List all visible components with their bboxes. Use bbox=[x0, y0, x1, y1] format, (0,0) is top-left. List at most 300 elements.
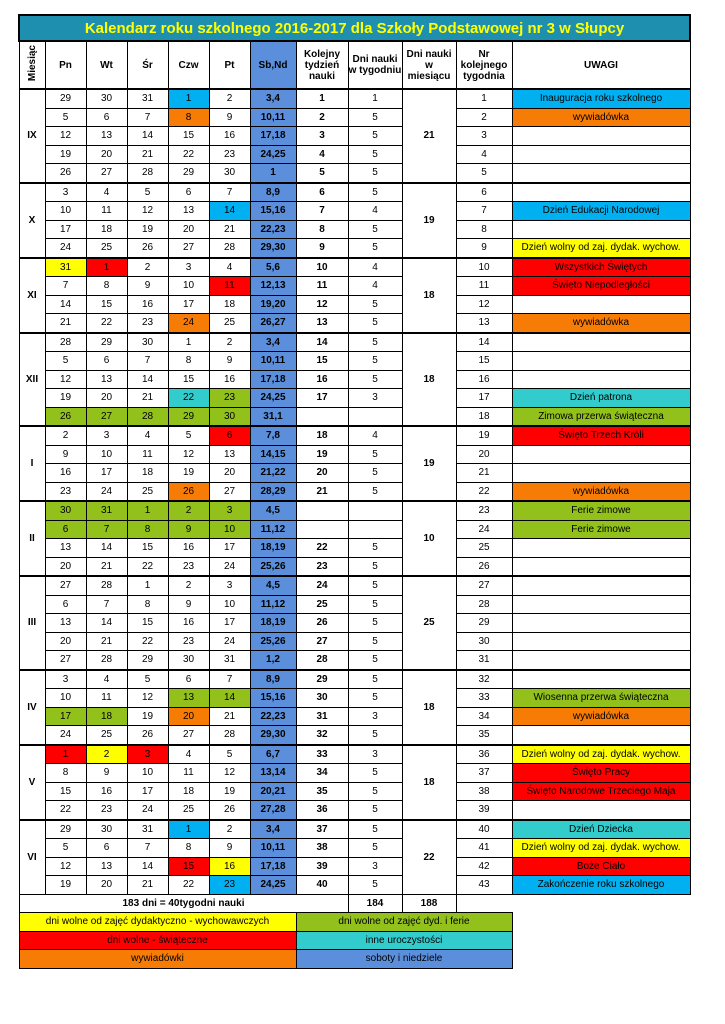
week-row bbox=[19, 539, 690, 558]
day-cell: 25 bbox=[209, 314, 250, 333]
week-number: 26 bbox=[296, 614, 348, 633]
days-in-week: 5 bbox=[348, 333, 402, 352]
day-cell: 19 bbox=[168, 464, 209, 483]
week-row bbox=[19, 726, 690, 745]
days-in-week: 5 bbox=[348, 595, 402, 614]
week-row bbox=[19, 239, 690, 258]
day-cell: 5 bbox=[45, 108, 86, 127]
day-cell: 14 bbox=[86, 539, 127, 558]
week-ordinal: 16 bbox=[456, 370, 512, 389]
week-number: 14 bbox=[296, 333, 348, 352]
days-in-week: 1 bbox=[348, 89, 402, 108]
day-cell: 19 bbox=[45, 876, 86, 895]
weekend-cell: 7,8 bbox=[250, 426, 296, 445]
day-cell: 10 bbox=[168, 277, 209, 296]
day-cell: 29 bbox=[86, 333, 127, 352]
day-cell: 28 bbox=[127, 164, 168, 183]
header-month: Miesiąc bbox=[19, 41, 45, 89]
week-ordinal: 29 bbox=[456, 614, 512, 633]
week-number: 38 bbox=[296, 839, 348, 858]
day-cell: 3 bbox=[168, 258, 209, 277]
weekend-cell: 1 bbox=[250, 164, 296, 183]
day-cell: 2 bbox=[209, 820, 250, 839]
weekend-cell: 17,18 bbox=[250, 127, 296, 146]
week-number: 11 bbox=[296, 277, 348, 296]
day-cell: 20 bbox=[86, 389, 127, 408]
day-cell: 24 bbox=[86, 482, 127, 501]
day-cell: 16 bbox=[209, 857, 250, 876]
week-ordinal: 33 bbox=[456, 689, 512, 708]
days-in-week: 3 bbox=[348, 389, 402, 408]
day-cell: 23 bbox=[45, 482, 86, 501]
weekend-cell: 1,2 bbox=[250, 651, 296, 670]
header-days-week: Dni nauki w tygodniu bbox=[348, 41, 402, 89]
day-cell: 26 bbox=[45, 407, 86, 426]
week-ordinal: 36 bbox=[456, 745, 512, 764]
month-label: V bbox=[19, 745, 45, 820]
day-cell: 29 bbox=[168, 164, 209, 183]
header-pt: Pt bbox=[209, 41, 250, 89]
day-cell: 27 bbox=[209, 482, 250, 501]
note-cell: Zakończenie roku szkolnego bbox=[512, 876, 690, 895]
days-in-week: 4 bbox=[348, 426, 402, 445]
day-cell: 27 bbox=[168, 726, 209, 745]
weekend-cell: 6,7 bbox=[250, 745, 296, 764]
day-cell: 6 bbox=[86, 108, 127, 127]
note-cell bbox=[512, 295, 690, 314]
day-cell: 18 bbox=[86, 220, 127, 239]
day-cell: 24 bbox=[45, 239, 86, 258]
week-ordinal: 43 bbox=[456, 876, 512, 895]
days-in-week: 5 bbox=[348, 632, 402, 651]
week-number: 19 bbox=[296, 445, 348, 464]
week-row bbox=[19, 202, 690, 221]
day-cell: 7 bbox=[127, 839, 168, 858]
day-cell: 9 bbox=[209, 352, 250, 371]
day-cell: 6 bbox=[45, 595, 86, 614]
day-cell: 22 bbox=[168, 145, 209, 164]
day-cell: 11 bbox=[209, 277, 250, 296]
day-cell: 16 bbox=[168, 614, 209, 633]
month-label: VI bbox=[19, 820, 45, 895]
weekend-cell: 24,25 bbox=[250, 145, 296, 164]
weekend-cell: 13,14 bbox=[250, 764, 296, 783]
weekend-cell: 22,23 bbox=[250, 707, 296, 726]
day-cell: 2 bbox=[127, 258, 168, 277]
day-cell: 21 bbox=[127, 876, 168, 895]
month-label: I bbox=[19, 426, 45, 501]
days-in-week: 5 bbox=[348, 445, 402, 464]
week-number: 33 bbox=[296, 745, 348, 764]
note-cell bbox=[512, 333, 690, 352]
day-cell: 28 bbox=[209, 239, 250, 258]
week-ordinal: 19 bbox=[456, 426, 512, 445]
note-cell: Ferie zimowe bbox=[512, 520, 690, 539]
days-in-week: 5 bbox=[348, 576, 402, 595]
day-cell: 30 bbox=[168, 651, 209, 670]
note-cell: wywiadówka bbox=[512, 314, 690, 333]
week-ordinal: 5 bbox=[456, 164, 512, 183]
day-cell: 24 bbox=[168, 314, 209, 333]
day-cell: 26 bbox=[127, 239, 168, 258]
weekend-cell: 10,11 bbox=[250, 352, 296, 371]
day-cell: 17 bbox=[127, 782, 168, 801]
day-cell: 13 bbox=[86, 857, 127, 876]
day-cell: 2 bbox=[86, 745, 127, 764]
week-ordinal: 26 bbox=[456, 557, 512, 576]
day-cell: 26 bbox=[127, 726, 168, 745]
week-row bbox=[19, 314, 690, 333]
day-cell: 7 bbox=[209, 670, 250, 689]
day-cell: 16 bbox=[45, 464, 86, 483]
day-cell: 3 bbox=[86, 426, 127, 445]
note-cell: Dzień wolny od zaj. dydak. wychow. bbox=[512, 839, 690, 858]
week-ordinal: 24 bbox=[456, 520, 512, 539]
weekend-cell: 17,18 bbox=[250, 370, 296, 389]
days-in-week: 5 bbox=[348, 352, 402, 371]
header-row bbox=[19, 41, 690, 89]
week-number: 10 bbox=[296, 258, 348, 277]
week-row bbox=[19, 407, 690, 426]
day-cell: 23 bbox=[168, 632, 209, 651]
day-cell: 14 bbox=[127, 370, 168, 389]
legend-empty bbox=[512, 931, 690, 950]
day-cell: 24 bbox=[209, 557, 250, 576]
header-wt: Wt bbox=[86, 41, 127, 89]
week-row bbox=[19, 352, 690, 371]
summary-text: 183 dni = 40tygodni nauki bbox=[19, 894, 348, 913]
page-title: Kalendarz roku szkolnego 2016-2017 dla Szkoły Podstawowej nr 3 w Słupcy bbox=[19, 15, 690, 41]
week-number: 20 bbox=[296, 464, 348, 483]
day-cell: 16 bbox=[168, 539, 209, 558]
week-ordinal: 4 bbox=[456, 145, 512, 164]
day-cell: 21 bbox=[209, 220, 250, 239]
day-cell: 8 bbox=[168, 352, 209, 371]
day-cell: 30 bbox=[209, 407, 250, 426]
day-cell: 20 bbox=[86, 876, 127, 895]
week-ordinal: 10 bbox=[456, 258, 512, 277]
note-cell: Boże Ciało bbox=[512, 857, 690, 876]
week-row bbox=[19, 707, 690, 726]
day-cell: 12 bbox=[45, 370, 86, 389]
calendar-footer bbox=[19, 894, 690, 913]
week-number bbox=[296, 407, 348, 426]
days-in-week: 4 bbox=[348, 202, 402, 221]
note-cell bbox=[512, 352, 690, 371]
day-cell: 28 bbox=[86, 576, 127, 595]
legend bbox=[19, 913, 690, 969]
month-label: IX bbox=[19, 89, 45, 183]
days-in-week: 5 bbox=[348, 557, 402, 576]
week-row bbox=[19, 482, 690, 501]
note-cell: wywiadówka bbox=[512, 482, 690, 501]
day-cell: 8 bbox=[86, 277, 127, 296]
day-cell: 23 bbox=[127, 314, 168, 333]
day-cell: 25 bbox=[127, 482, 168, 501]
week-ordinal: 18 bbox=[456, 407, 512, 426]
note-cell: Ferie zimowe bbox=[512, 501, 690, 520]
day-cell: 7 bbox=[127, 108, 168, 127]
week-ordinal: 23 bbox=[456, 501, 512, 520]
header-sr: Śr bbox=[127, 41, 168, 89]
day-cell: 26 bbox=[168, 482, 209, 501]
note-cell: Dzień wolny od zaj. dydak. wychow. bbox=[512, 239, 690, 258]
week-number: 15 bbox=[296, 352, 348, 371]
days-in-week: 5 bbox=[348, 651, 402, 670]
day-cell: 17 bbox=[168, 295, 209, 314]
header-week: Kolejny tydzień nauki bbox=[296, 41, 348, 89]
weekend-cell: 31,1 bbox=[250, 407, 296, 426]
week-ordinal: 8 bbox=[456, 220, 512, 239]
week-ordinal: 22 bbox=[456, 482, 512, 501]
day-cell: 6 bbox=[209, 426, 250, 445]
day-cell: 18 bbox=[209, 295, 250, 314]
week-row bbox=[19, 745, 690, 764]
day-cell: 1 bbox=[86, 258, 127, 277]
day-cell: 28 bbox=[45, 333, 86, 352]
weekend-cell: 18,19 bbox=[250, 614, 296, 633]
weekend-cell: 20,21 bbox=[250, 782, 296, 801]
legend-item: dni wolne od zajęć dyd. i ferie bbox=[296, 913, 512, 932]
week-ordinal: 12 bbox=[456, 295, 512, 314]
note-cell bbox=[512, 614, 690, 633]
days-in-week: 5 bbox=[348, 820, 402, 839]
day-cell: 19 bbox=[127, 220, 168, 239]
month-label: III bbox=[19, 576, 45, 670]
week-number: 3 bbox=[296, 127, 348, 146]
week-number: 40 bbox=[296, 876, 348, 895]
days-in-week: 5 bbox=[348, 295, 402, 314]
day-cell: 3 bbox=[45, 670, 86, 689]
day-cell: 7 bbox=[45, 277, 86, 296]
note-cell bbox=[512, 183, 690, 202]
days-in-week: 4 bbox=[348, 277, 402, 296]
day-cell: 27 bbox=[45, 651, 86, 670]
week-number: 32 bbox=[296, 726, 348, 745]
day-cell: 22 bbox=[127, 632, 168, 651]
week-number: 7 bbox=[296, 202, 348, 221]
note-cell: Święto Pracy bbox=[512, 764, 690, 783]
day-cell: 23 bbox=[86, 801, 127, 820]
day-cell: 30 bbox=[209, 164, 250, 183]
day-cell: 8 bbox=[45, 764, 86, 783]
week-row bbox=[19, 764, 690, 783]
day-cell: 1 bbox=[45, 745, 86, 764]
weekend-cell: 3,4 bbox=[250, 333, 296, 352]
day-cell: 20 bbox=[45, 632, 86, 651]
day-cell: 8 bbox=[168, 108, 209, 127]
day-cell: 3 bbox=[209, 501, 250, 520]
note-cell: Dzień patrona bbox=[512, 389, 690, 408]
day-cell: 10 bbox=[209, 595, 250, 614]
day-cell: 23 bbox=[168, 557, 209, 576]
week-row bbox=[19, 782, 690, 801]
day-cell: 15 bbox=[168, 857, 209, 876]
day-cell: 19 bbox=[45, 389, 86, 408]
week-ordinal: 27 bbox=[456, 576, 512, 595]
days-in-week: 5 bbox=[348, 108, 402, 127]
day-cell: 9 bbox=[168, 520, 209, 539]
week-row bbox=[19, 501, 690, 520]
month-label: XI bbox=[19, 258, 45, 333]
days-in-week: 5 bbox=[348, 839, 402, 858]
day-cell: 16 bbox=[127, 295, 168, 314]
legend-empty bbox=[512, 950, 690, 969]
day-cell: 13 bbox=[168, 202, 209, 221]
weekend-cell: 29,30 bbox=[250, 239, 296, 258]
week-row bbox=[19, 333, 690, 352]
day-cell: 31 bbox=[127, 820, 168, 839]
days-in-week: 3 bbox=[348, 857, 402, 876]
day-cell: 4 bbox=[209, 258, 250, 277]
day-cell: 15 bbox=[168, 370, 209, 389]
calendar-body bbox=[19, 89, 690, 894]
week-row bbox=[19, 689, 690, 708]
legend-item: dni wolne - świąteczne bbox=[19, 931, 296, 950]
weekend-cell: 29,30 bbox=[250, 726, 296, 745]
legend-empty bbox=[512, 913, 690, 932]
days-in-week: 5 bbox=[348, 145, 402, 164]
days-in-month: 25 bbox=[402, 576, 456, 670]
week-row bbox=[19, 258, 690, 277]
weekend-cell: 18,19 bbox=[250, 539, 296, 558]
month-label: IV bbox=[19, 670, 45, 745]
week-ordinal: 32 bbox=[456, 670, 512, 689]
week-ordinal: 15 bbox=[456, 352, 512, 371]
legend-row bbox=[19, 913, 690, 932]
week-number: 39 bbox=[296, 857, 348, 876]
days-in-week bbox=[348, 407, 402, 426]
days-in-month: 21 bbox=[402, 89, 456, 183]
day-cell: 7 bbox=[86, 595, 127, 614]
week-number: 17 bbox=[296, 389, 348, 408]
day-cell: 4 bbox=[168, 745, 209, 764]
week-row bbox=[19, 557, 690, 576]
day-cell: 11 bbox=[127, 445, 168, 464]
note-cell bbox=[512, 557, 690, 576]
week-number: 4 bbox=[296, 145, 348, 164]
note-cell: Dzień Dziecka bbox=[512, 820, 690, 839]
day-cell: 29 bbox=[45, 89, 86, 108]
weekend-cell: 25,26 bbox=[250, 632, 296, 651]
day-cell: 1 bbox=[127, 501, 168, 520]
weekend-cell: 22,23 bbox=[250, 220, 296, 239]
days-in-week: 5 bbox=[348, 670, 402, 689]
day-cell: 5 bbox=[127, 183, 168, 202]
note-cell bbox=[512, 595, 690, 614]
week-number: 25 bbox=[296, 595, 348, 614]
day-cell: 28 bbox=[127, 407, 168, 426]
day-cell: 30 bbox=[45, 501, 86, 520]
note-cell: Zimowa przerwa świąteczna bbox=[512, 407, 690, 426]
day-cell: 6 bbox=[168, 183, 209, 202]
week-ordinal: 40 bbox=[456, 820, 512, 839]
week-row bbox=[19, 89, 690, 108]
day-cell: 30 bbox=[86, 820, 127, 839]
days-in-month: 22 bbox=[402, 820, 456, 895]
week-number: 22 bbox=[296, 539, 348, 558]
weekend-cell: 17,18 bbox=[250, 857, 296, 876]
weekend-cell: 24,25 bbox=[250, 389, 296, 408]
week-number: 23 bbox=[296, 557, 348, 576]
week-number: 2 bbox=[296, 108, 348, 127]
week-ordinal: 11 bbox=[456, 277, 512, 296]
note-cell bbox=[512, 220, 690, 239]
days-in-week: 3 bbox=[348, 707, 402, 726]
week-number: 28 bbox=[296, 651, 348, 670]
week-ordinal: 13 bbox=[456, 314, 512, 333]
day-cell: 6 bbox=[86, 352, 127, 371]
legend-row bbox=[19, 931, 690, 950]
week-ordinal: 41 bbox=[456, 839, 512, 858]
week-number bbox=[296, 501, 348, 520]
header-nr: Nr kolejnego tygodnia bbox=[456, 41, 512, 89]
day-cell: 28 bbox=[86, 651, 127, 670]
day-cell: 28 bbox=[209, 726, 250, 745]
day-cell: 4 bbox=[86, 183, 127, 202]
day-cell: 15 bbox=[168, 127, 209, 146]
day-cell: 25 bbox=[86, 239, 127, 258]
day-cell: 16 bbox=[86, 782, 127, 801]
week-row bbox=[19, 220, 690, 239]
day-cell: 18 bbox=[127, 464, 168, 483]
days-in-week bbox=[348, 501, 402, 520]
legend-item: inne uroczystości bbox=[296, 931, 512, 950]
week-ordinal: 3 bbox=[456, 127, 512, 146]
weekend-cell: 24,25 bbox=[250, 876, 296, 895]
week-number: 1 bbox=[296, 89, 348, 108]
month-label: X bbox=[19, 183, 45, 258]
day-cell: 31 bbox=[45, 258, 86, 277]
week-row bbox=[19, 464, 690, 483]
week-ordinal: 2 bbox=[456, 108, 512, 127]
note-cell bbox=[512, 145, 690, 164]
day-cell: 14 bbox=[209, 202, 250, 221]
week-ordinal: 17 bbox=[456, 389, 512, 408]
day-cell: 12 bbox=[209, 764, 250, 783]
day-cell: 2 bbox=[168, 576, 209, 595]
week-ordinal: 35 bbox=[456, 726, 512, 745]
summary-total-month: 188 bbox=[402, 894, 456, 913]
week-ordinal: 39 bbox=[456, 801, 512, 820]
weekend-cell: 27,28 bbox=[250, 801, 296, 820]
day-cell: 25 bbox=[168, 801, 209, 820]
week-row bbox=[19, 445, 690, 464]
week-ordinal: 21 bbox=[456, 464, 512, 483]
day-cell: 4 bbox=[127, 426, 168, 445]
week-number: 5 bbox=[296, 164, 348, 183]
day-cell: 22 bbox=[45, 801, 86, 820]
day-cell: 13 bbox=[45, 539, 86, 558]
day-cell: 22 bbox=[168, 389, 209, 408]
day-cell: 24 bbox=[209, 632, 250, 651]
day-cell: 10 bbox=[45, 202, 86, 221]
days-in-week: 5 bbox=[348, 764, 402, 783]
week-row bbox=[19, 295, 690, 314]
days-in-week: 5 bbox=[348, 464, 402, 483]
weekend-cell: 8,9 bbox=[250, 183, 296, 202]
day-cell: 8 bbox=[127, 520, 168, 539]
day-cell: 12 bbox=[127, 202, 168, 221]
day-cell: 3 bbox=[209, 576, 250, 595]
note-cell bbox=[512, 726, 690, 745]
days-in-week: 4 bbox=[348, 258, 402, 277]
weekend-cell: 4,5 bbox=[250, 576, 296, 595]
day-cell: 16 bbox=[209, 370, 250, 389]
day-cell: 21 bbox=[127, 145, 168, 164]
day-cell: 24 bbox=[45, 726, 86, 745]
day-cell: 27 bbox=[86, 407, 127, 426]
